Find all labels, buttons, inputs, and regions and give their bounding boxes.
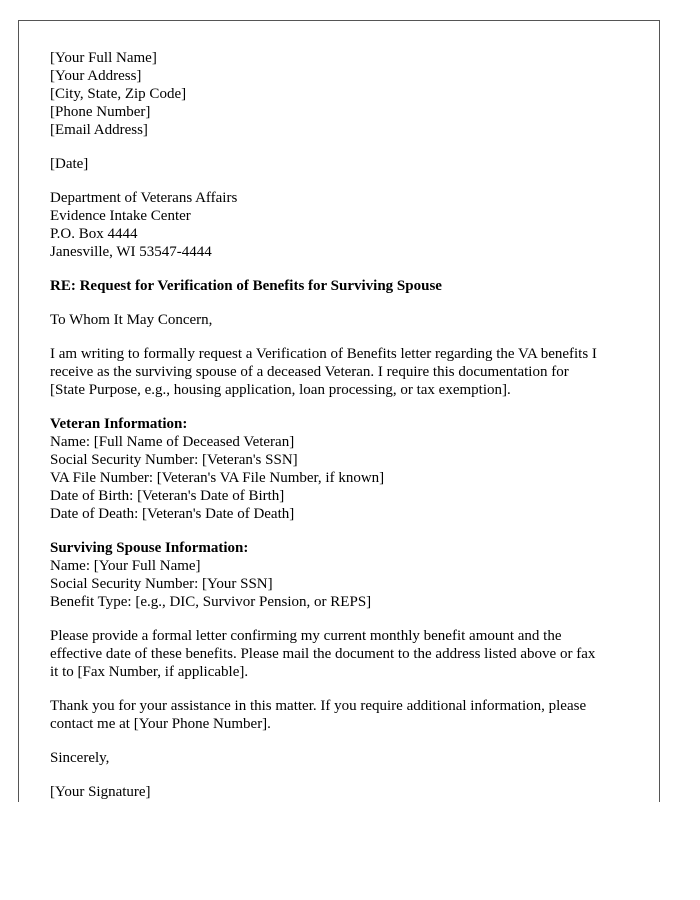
spouse-ssn: Social Security Number: [Your SSN] [50,576,273,592]
request-paragraph [50,627,650,681]
intro-paragraph [50,345,650,399]
veteran-info-heading: Veteran Information: [50,416,188,432]
sender-city-state-zip: [City, State, Zip Code] [50,86,187,102]
recipient-line-2: Evidence Intake Center [50,208,191,224]
intro-line-2: receive as the surviving spouse of a deceased Veteran. I require this documentation for [50,364,569,380]
sender-phone: [Phone Number] [50,104,151,120]
letter-page [18,20,660,802]
salutation-block [50,311,650,329]
request-line-2: effective date of these benefits. Please mail the document to the address listed above or fax [50,646,596,662]
spouse-info-section [50,539,650,611]
recipient-line-4: Janesville, WI 53547-4444 [50,244,212,260]
veteran-name: Name: [Full Name of Deceased Veteran] [50,434,295,450]
sender-name: [Your Full Name] [50,50,157,66]
signature: [Your Signature] [50,784,151,800]
veteran-va-file: VA File Number: [Veteran's VA File Number, if known] [50,470,385,486]
salutation: To Whom It May Concern, [50,312,213,328]
sender-address: [Your Address] [50,68,142,84]
subject-block [50,277,650,295]
sender-email: [Email Address] [50,122,148,138]
intro-line-1: I am writing to formally request a Verification of Benefits letter regarding the VA benefits I [50,346,597,362]
request-line-3: it to [Fax Number, if applicable]. [50,664,249,680]
veteran-dob: Date of Birth: [Veteran's Date of Birth] [50,488,285,504]
recipient-line-3: P.O. Box 4444 [50,226,138,242]
closing-block [50,749,650,767]
thanks-line-2: contact me at [Your Phone Number]. [50,716,271,732]
thanks-line-1: Thank you for your assistance in this matter. If you require additional information, please [50,698,587,714]
veteran-info-section [50,415,650,523]
veteran-dod: Date of Death: [Veteran's Date of Death] [50,506,295,522]
closing: Sincerely, [50,750,110,766]
spouse-name: Name: [Your Full Name] [50,558,201,574]
spouse-benefit-type: Benefit Type: [e.g., DIC, Survivor Pension, or REPS] [50,594,372,610]
intro-line-3: [State Purpose, e.g., housing application, loan processing, or tax exemption]. [50,382,511,398]
subject-line: RE: Request for Verification of Benefits for Surviving Spouse [50,278,442,294]
letter-body [50,49,650,802]
recipient-line-1: Department of Veterans Affairs [50,190,238,206]
veteran-ssn: Social Security Number: [Veteran's SSN] [50,452,298,468]
date-block [50,155,650,173]
thanks-paragraph [50,697,650,733]
recipient-block [50,189,650,261]
signature-block [50,783,650,801]
letter-date: [Date] [50,156,89,172]
sender-block [50,49,650,139]
spouse-info-heading: Surviving Spouse Information: [50,540,249,556]
request-line-1: Please provide a formal letter confirming my current monthly benefit amount and the [50,628,562,644]
